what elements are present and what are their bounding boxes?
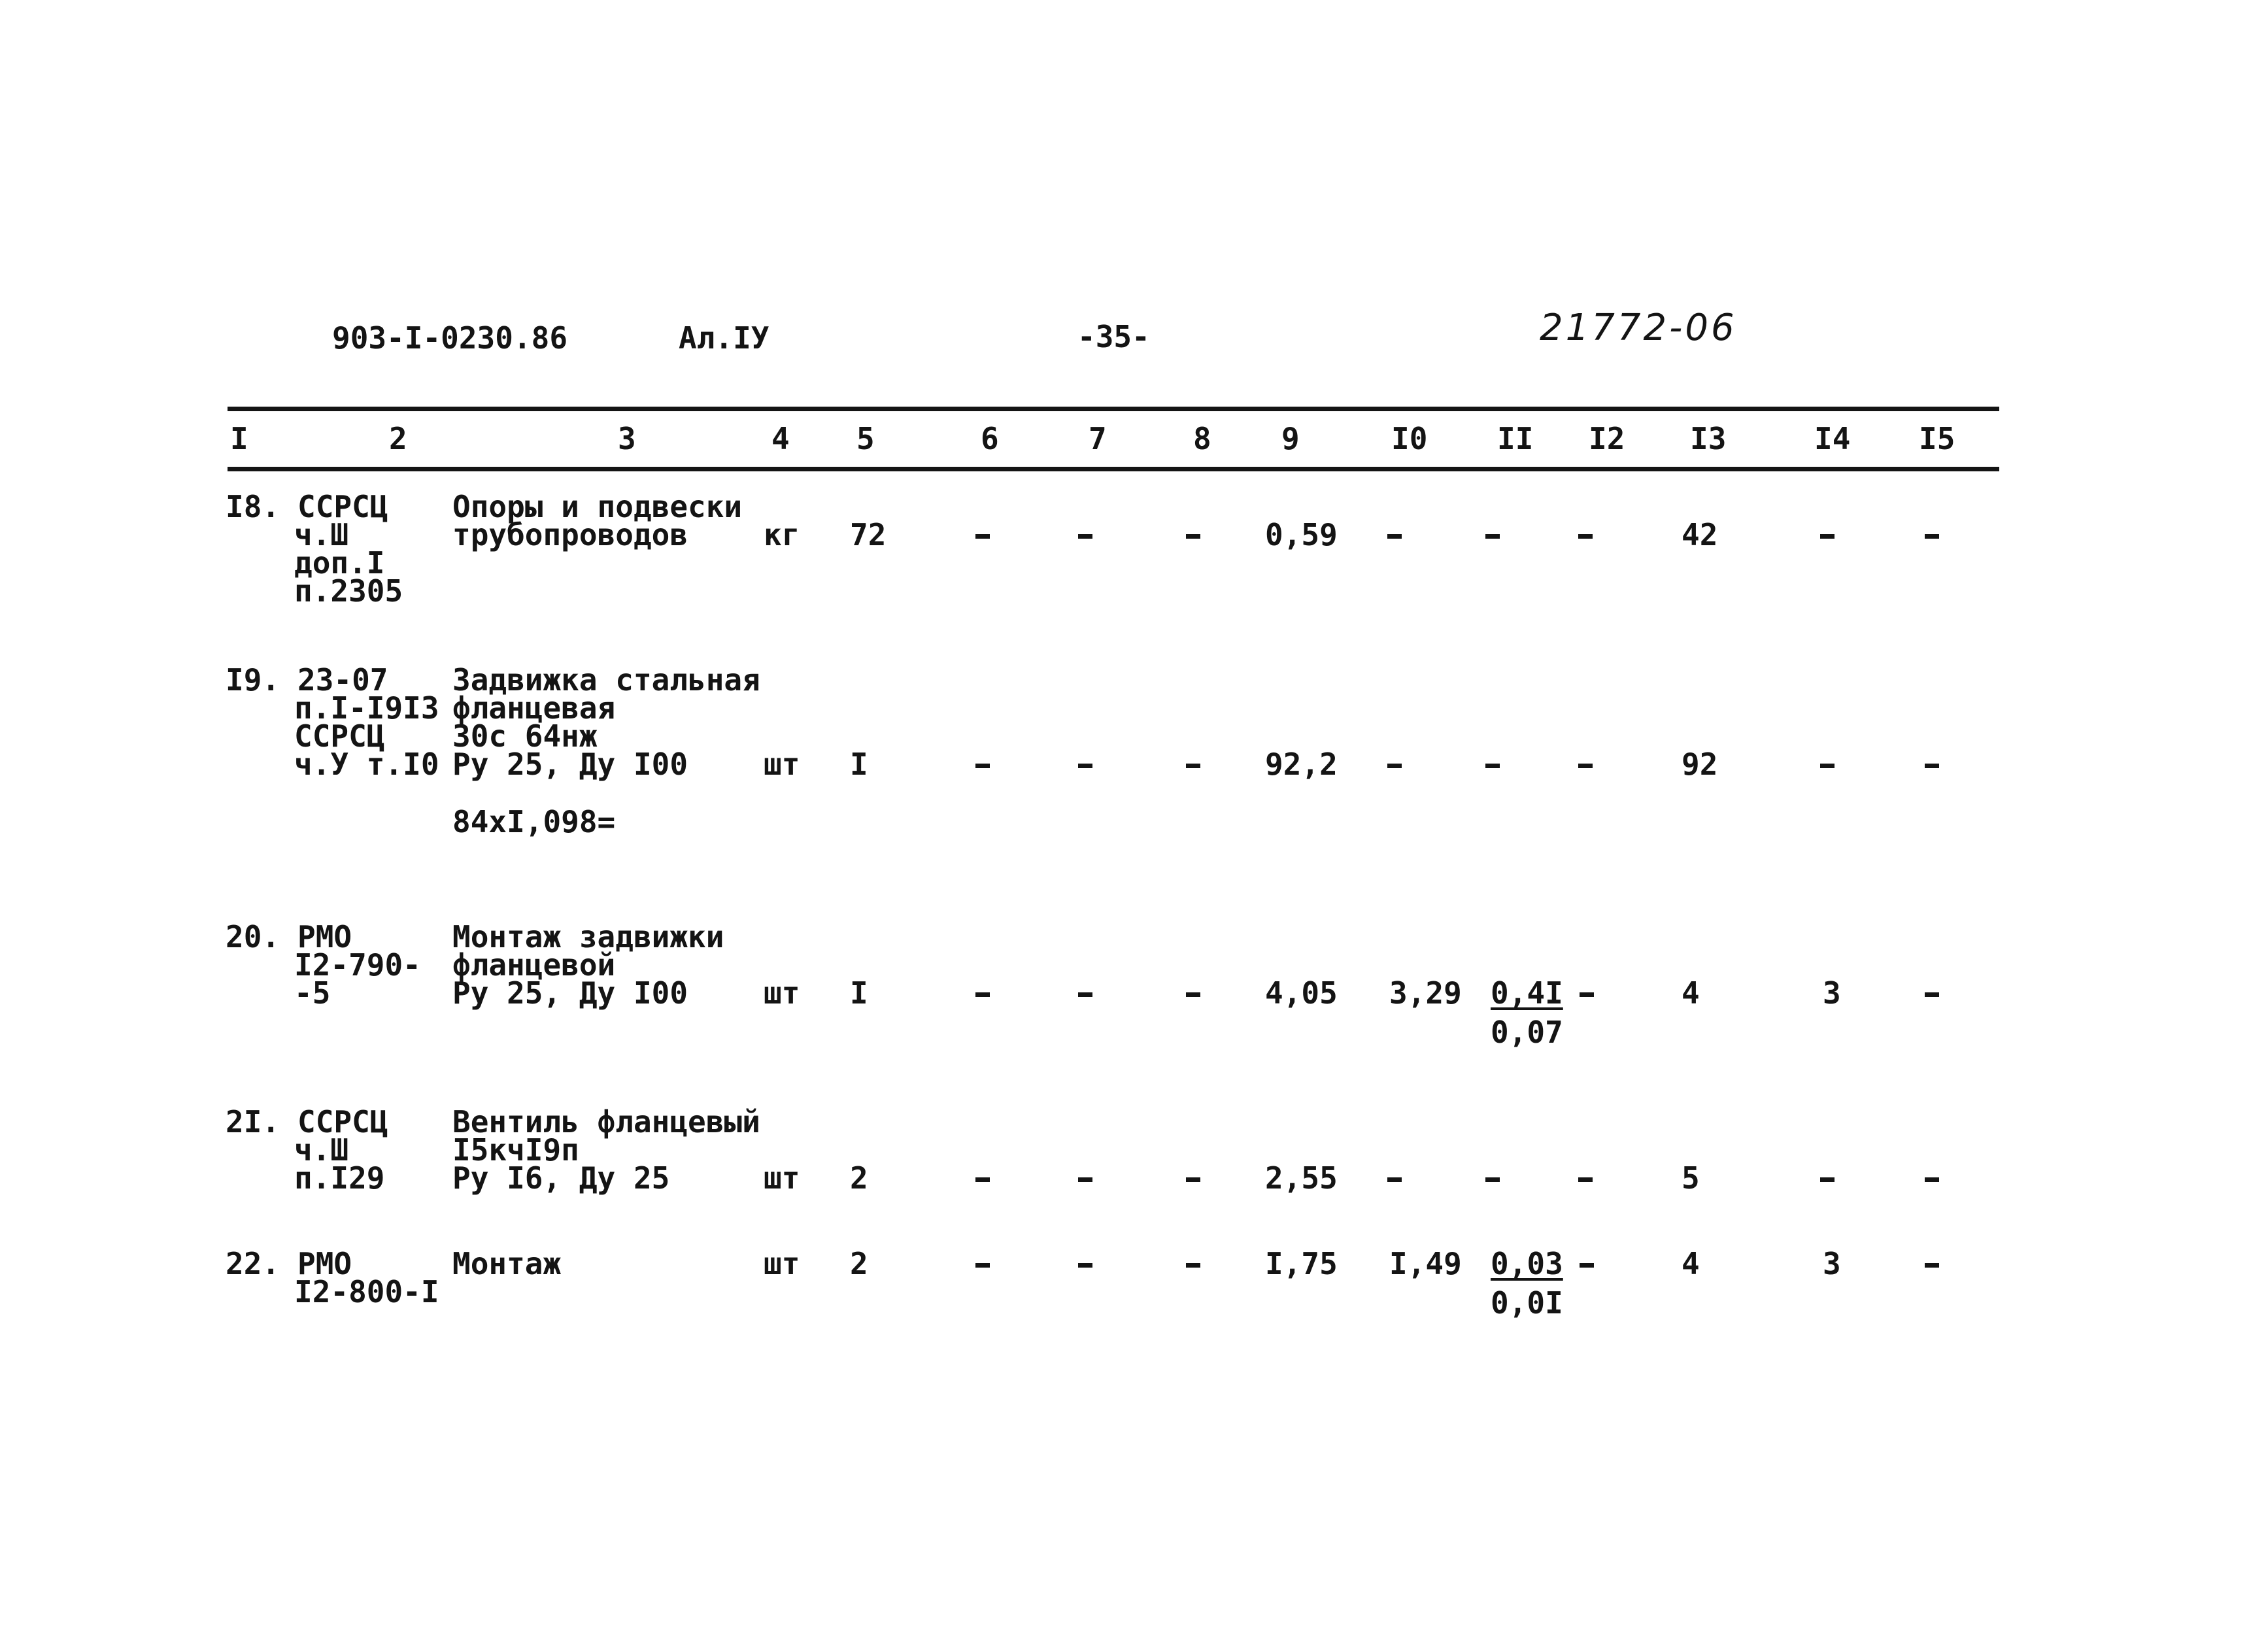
col11-numerator: 0,4I bbox=[1491, 975, 1563, 1011]
inventory-number: 21772-06 bbox=[1540, 307, 1737, 349]
row-number: I9. bbox=[226, 662, 280, 698]
col8-cell-dash bbox=[1186, 992, 1200, 997]
col9-cell: 92,2 bbox=[1265, 747, 1338, 782]
col14-cell: 3 bbox=[1823, 1246, 1841, 1281]
col7-cell-dash bbox=[1078, 1177, 1092, 1182]
reference-line: п.I-I9I3 bbox=[294, 690, 439, 726]
page-number: -35- bbox=[1077, 319, 1150, 354]
col12-cell-dash bbox=[1578, 764, 1593, 768]
description-line: Вентиль фланцевый bbox=[452, 1104, 760, 1139]
description-line: Ру 25, Ду I00 bbox=[452, 975, 688, 1011]
reference-line: доп.I bbox=[294, 545, 385, 581]
col11-cell-dash bbox=[1485, 764, 1500, 768]
column-header-6: 6 bbox=[981, 421, 999, 456]
col14-cell-dash bbox=[1820, 534, 1835, 539]
col15-cell-dash bbox=[1925, 764, 1939, 768]
col6-cell-dash bbox=[975, 1177, 990, 1182]
unit-cell: шт bbox=[764, 747, 800, 782]
col11-denominator: 0,0I bbox=[1491, 1285, 1563, 1321]
document-code: 903-I-0230.86 bbox=[332, 320, 568, 356]
row-number: 22. bbox=[226, 1246, 280, 1281]
column-header-9: 9 bbox=[1281, 421, 1300, 456]
reference-line: ССРСЦ bbox=[297, 489, 388, 524]
col10-cell-dash bbox=[1387, 1177, 1402, 1182]
col15-cell-dash bbox=[1925, 992, 1939, 997]
column-header-7: 7 bbox=[1089, 421, 1107, 456]
col6-cell-dash bbox=[975, 1263, 990, 1268]
col13-cell: 4 bbox=[1682, 1246, 1700, 1281]
quantity-cell: I bbox=[850, 975, 868, 1011]
col7-cell-dash bbox=[1078, 1263, 1092, 1268]
column-header-4: 4 bbox=[771, 421, 790, 456]
col11-numerator: 0,03 bbox=[1491, 1246, 1563, 1281]
reference-line: РМО bbox=[297, 919, 352, 954]
col10-cell-dash bbox=[1387, 764, 1402, 768]
col8-cell-dash bbox=[1186, 1177, 1200, 1182]
column-header-8: 8 bbox=[1193, 421, 1211, 456]
col6-cell-dash bbox=[975, 534, 990, 539]
row-number: 2I. bbox=[226, 1104, 280, 1139]
col7-cell-dash bbox=[1078, 764, 1092, 768]
row-number: 20. bbox=[226, 919, 280, 954]
col7-cell-dash bbox=[1078, 534, 1092, 539]
col6-cell-dash bbox=[975, 992, 990, 997]
col14-cell-dash bbox=[1820, 1177, 1835, 1182]
col13-cell: 5 bbox=[1682, 1160, 1700, 1196]
reference-line: ч.У т.I0 bbox=[294, 747, 439, 782]
col10-cell: I,49 bbox=[1389, 1246, 1462, 1281]
reference-line: п.2305 bbox=[294, 573, 403, 609]
col6-cell-dash bbox=[975, 764, 990, 768]
description-line: Монтаж задвижки bbox=[452, 919, 724, 954]
unit-cell: шт bbox=[764, 1246, 800, 1281]
description-line: Задвижка стальная bbox=[452, 662, 760, 698]
column-header-15: I5 bbox=[1919, 421, 1955, 456]
col15-cell-dash bbox=[1925, 534, 1939, 539]
col14-cell: 3 bbox=[1823, 975, 1841, 1011]
reference-line: ч.Ш bbox=[294, 1132, 349, 1168]
quantity-cell: 2 bbox=[850, 1160, 868, 1196]
description-line: фланцевой bbox=[452, 947, 616, 983]
col14-cell-dash bbox=[1820, 764, 1835, 768]
col12-cell-dash bbox=[1580, 992, 1594, 997]
col10-cell-dash bbox=[1387, 534, 1402, 539]
col13-cell: 4 bbox=[1682, 975, 1700, 1011]
reference-line: РМО bbox=[297, 1246, 352, 1281]
reference-line: ССРСЦ bbox=[297, 1104, 388, 1139]
column-header-3: 3 bbox=[618, 421, 636, 456]
col9-cell: 4,05 bbox=[1265, 975, 1338, 1011]
reference-line: 23-07 bbox=[297, 662, 388, 698]
column-header-14: I4 bbox=[1814, 421, 1851, 456]
col10-cell: 3,29 bbox=[1389, 975, 1462, 1011]
quantity-cell: 2 bbox=[850, 1246, 868, 1281]
description-line: I5кчI9п bbox=[452, 1132, 579, 1168]
reference-line: I2-800-I bbox=[294, 1274, 439, 1309]
col9-cell: 0,59 bbox=[1265, 517, 1338, 552]
description-line: Ру 25, Ду I00 bbox=[452, 747, 688, 782]
description-line: фланцевая bbox=[452, 690, 616, 726]
table-top-rule bbox=[228, 407, 1999, 411]
description-line: Монтаж bbox=[452, 1246, 562, 1281]
unit-cell: шт bbox=[764, 1160, 800, 1196]
col8-cell-dash bbox=[1186, 534, 1200, 539]
quantity-cell: I bbox=[850, 747, 868, 782]
column-header-12: I2 bbox=[1589, 421, 1625, 456]
col12-cell-dash bbox=[1578, 1177, 1593, 1182]
column-header-11: II bbox=[1497, 421, 1534, 456]
reference-line: ССРСЦ bbox=[294, 718, 385, 754]
col15-cell-dash bbox=[1925, 1177, 1939, 1182]
col13-cell: 42 bbox=[1682, 517, 1718, 552]
reference-line: -5 bbox=[294, 975, 331, 1011]
description-line: 30с 64нж bbox=[452, 718, 598, 754]
col9-cell: 2,55 bbox=[1265, 1160, 1338, 1196]
column-header-5: 5 bbox=[856, 421, 875, 456]
album-number: Ал.IУ bbox=[679, 320, 769, 356]
description-line: Опоры и подвески bbox=[452, 489, 743, 524]
col12-cell-dash bbox=[1580, 1263, 1594, 1268]
col11-cell-dash bbox=[1485, 534, 1500, 539]
column-header-1: I bbox=[230, 421, 248, 456]
row-number: I8. bbox=[226, 489, 280, 524]
column-header-2: 2 bbox=[389, 421, 407, 456]
reference-line: I2-790- bbox=[294, 947, 421, 983]
reference-line: п.I29 bbox=[294, 1160, 385, 1196]
col11-denominator: 0,07 bbox=[1491, 1015, 1563, 1050]
description-line: трубопроводов bbox=[452, 517, 688, 552]
description-line: Ру I6, Ду 25 bbox=[452, 1160, 670, 1196]
col8-cell-dash bbox=[1186, 1263, 1200, 1268]
calculation-note: 84хI,098= bbox=[452, 804, 616, 839]
col11-cell-dash bbox=[1485, 1177, 1500, 1182]
table-header-rule bbox=[228, 467, 1999, 471]
col15-cell-dash bbox=[1925, 1263, 1939, 1268]
reference-line: ч.Ш bbox=[294, 517, 349, 552]
unit-cell: кг bbox=[764, 517, 800, 552]
unit-cell: шт bbox=[764, 975, 800, 1011]
col9-cell: I,75 bbox=[1265, 1246, 1338, 1281]
quantity-cell: 72 bbox=[850, 517, 887, 552]
col12-cell-dash bbox=[1578, 534, 1593, 539]
col7-cell-dash bbox=[1078, 992, 1092, 997]
col8-cell-dash bbox=[1186, 764, 1200, 768]
col13-cell: 92 bbox=[1682, 747, 1718, 782]
column-header-10: I0 bbox=[1391, 421, 1428, 456]
column-header-13: I3 bbox=[1690, 421, 1727, 456]
